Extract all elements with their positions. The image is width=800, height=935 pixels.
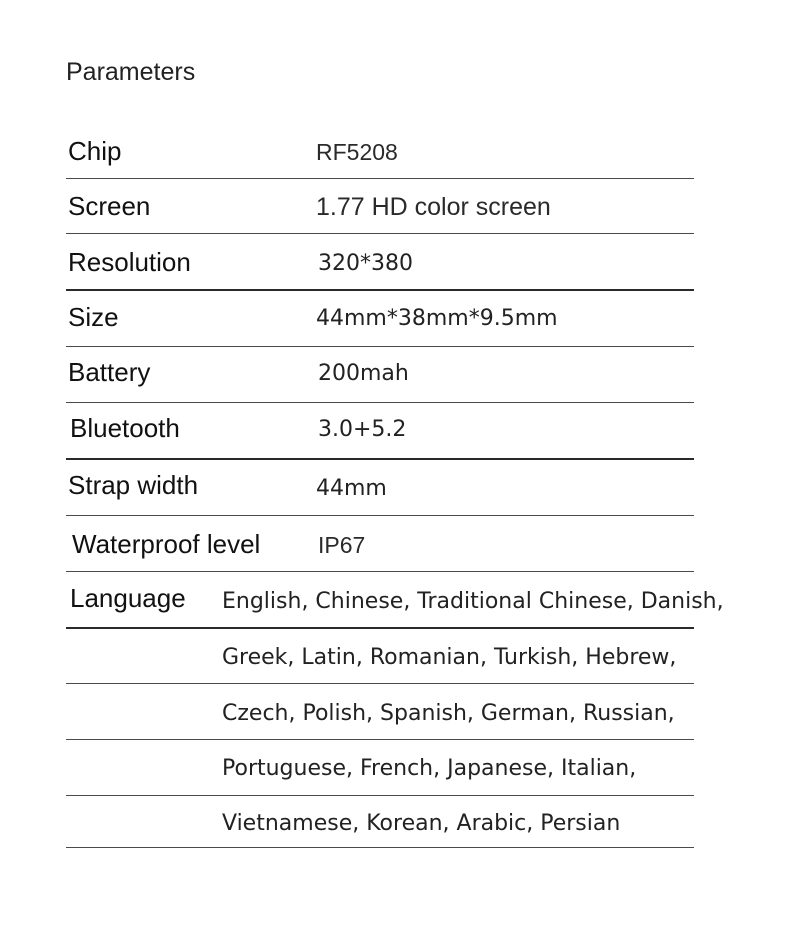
row-divider — [66, 346, 694, 347]
row-divider — [66, 289, 694, 291]
param-label-bluetooth: Bluetooth — [70, 413, 180, 443]
row-divider — [66, 402, 694, 403]
param-label-strap-width: Strap width — [68, 470, 199, 500]
row-divider — [66, 627, 694, 629]
row-divider — [66, 178, 694, 179]
param-value-bluetooth: 3.0+5.2 — [318, 417, 407, 442]
row-divider — [66, 233, 694, 234]
row-divider — [66, 847, 694, 848]
param-label-chip: Chip — [68, 136, 122, 166]
param-value-chip: RF5208 — [316, 139, 398, 165]
row-divider — [66, 739, 694, 740]
param-value-strap-width: 44mm — [316, 476, 387, 501]
param-value-resolution: 320*380 — [318, 251, 413, 276]
param-label-waterproof-level: Waterproof level — [72, 529, 261, 559]
param-value-size: 44mm*38mm*9.5mm — [316, 306, 558, 331]
page-title: Parameters — [66, 58, 196, 86]
row-divider — [66, 515, 694, 516]
language-line: Greek, Latin, Romanian, Turkish, Hebrew, — [222, 645, 677, 670]
language-line: Vietnamese, Korean, Arabic, Persian — [222, 811, 621, 836]
language-line: Portuguese, French, Japanese, Italian, — [222, 756, 637, 781]
param-value-screen: 1.77 HD color screen — [316, 193, 551, 221]
param-label-screen: Screen — [68, 191, 151, 221]
language-line: Czech, Polish, Spanish, German, Russian, — [222, 701, 675, 726]
param-label-size: Size — [68, 302, 119, 332]
param-label-resolution: Resolution — [68, 247, 191, 277]
language-line: English, Chinese, Traditional Chinese, Danish, — [222, 589, 724, 614]
param-value-waterproof-level: IP67 — [318, 532, 366, 558]
row-divider — [66, 795, 694, 796]
param-label-battery: Battery — [68, 357, 151, 387]
row-divider — [66, 571, 694, 572]
param-label-language: Language — [70, 583, 186, 613]
row-divider — [66, 458, 694, 460]
param-value-battery: 200mah — [318, 361, 409, 386]
row-divider — [66, 683, 694, 684]
